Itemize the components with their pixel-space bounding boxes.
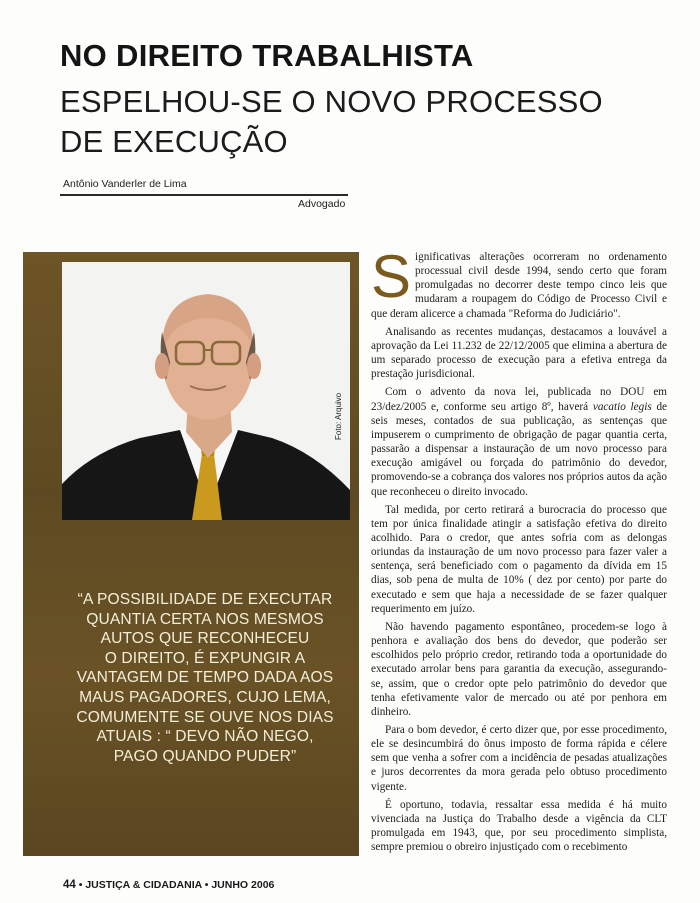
quote-line: COMUMENTE SE OUVE NOS DIAS [76, 708, 334, 726]
quote-line: AUTOS QUE RECONHECEU [100, 630, 310, 648]
quote-line: VANTAGEM DE TEMPO DADA AOS [76, 669, 334, 687]
footer-bullet: • [204, 879, 209, 891]
ear-left [155, 353, 169, 379]
quote-line: ATUAIS : “ DEVO NÃO NEGO, [96, 728, 314, 746]
latin-term: vacatio legis [592, 400, 652, 413]
article-subtitle-line1: ESPELHOU-SE O NOVO PROCESSO [60, 84, 603, 119]
author-role: Advogado [298, 198, 346, 210]
pull-quote [57, 590, 353, 766]
article-paragraph: Não havendo pagamento espontâneo, procedem-se logo à penhora e avaliação dos bens do devedor, que poderão ser escolhidos pelo próprio credor, retirando toda a oportunidade do executado arrolar bens para garantia da execução, assegurando-se, assim, que o credor opte pelo patrimônio do devedor que tenha efetivamente valor de mercado ou até por penhora em dinheiro. [371, 620, 667, 718]
article-subtitle-line2: DE EXECUÇÃO [60, 124, 288, 159]
photo-credit: Foto: Arquivo [334, 392, 343, 440]
quote-line: PAGO QUANDO PUDER” [113, 747, 297, 765]
portrait-illustration [62, 262, 350, 520]
paragraph-text: de seis meses, contados de sua publicação, as sentenças que impuserem o cumprimento de obrigação de pagar quantia certa, passarão a dispensar a instauração de um novo processo para execução amigável ou forçada do patrimônio do devedor, promovendo-se a cobrança dos valores nos próprios autos da ação que reconheceu o direito invocado. [371, 400, 667, 498]
quote-line: QUANTIA CERTA NOS MESMOS [86, 610, 324, 628]
article-paragraph [371, 385, 667, 498]
drop-cap: S [371, 243, 412, 310]
issue-date: JUNHO 2006 [211, 879, 275, 891]
quote-line: “A POSSIBILIDADE DE EXECUTAR [77, 591, 333, 608]
article-paragraph: É oportuno, todavia, ressaltar essa medida é há muito vivenciada na Justiça do Trabalho desde a vigência da CLT promulgada em 1943, que, por seu procedimento simplista, sempre premiou o obreiro injustiçado com o recebimento [371, 798, 667, 854]
magazine-name: JUSTIÇA & CIDADANIA [85, 879, 202, 891]
quote-line: MAUS PAGADORES, CUJO LEMA, [79, 688, 331, 706]
ear-right [247, 353, 261, 379]
page-footer [63, 879, 274, 891]
article-paragraph [371, 243, 667, 321]
page-number: 44 [63, 879, 76, 891]
article-paragraph: Tal medida, por certo retirará a burocracia do processo que tem por única finalidade atingir a satisfação efetiva do direito acolhido. Para o credor, que antes sofria com as delongas oriundas da instauração de um novo processo para fazer valer a sentença, será beneficiado com o pagamento da dívida em 15 dias, sob pena de multa de 10% ( dez por cento) por parte do executado e sem que haja a necessidade de se fazer qualquer requerimento em juízo. [371, 503, 667, 615]
paragraph-text: ignificativas alterações ocorreram no ordenamento processual civil desde 1994, sendo certo que foram promulgadas no decorrer deste tempo cinco leis que mudaram a roupagem do Código de Processo Civil e que deram alicerce a chamada "Reforma do Judiciário". [371, 251, 667, 320]
portrait-photo [62, 262, 350, 520]
paragraph-text: Com o advento da nova lei, publicada no DOU em 23/dez/2005 e, conforme seu artigo 8º, haverá [371, 386, 667, 413]
footer-bullet: • [78, 879, 83, 891]
author-name: Antônio Vanderler de Lima [63, 178, 187, 190]
article-title: NO DIREITO TRABALHISTA [60, 38, 474, 73]
author-divider [60, 194, 348, 196]
article-paragraph: Analisando as recentes mudanças, destacamos a louvável a aprovação da Lei 11.232 de 22/12/2005 que elimina a abertura de um separado processo de execução para a efetiva entrega da prestação jurisdicional. [371, 325, 667, 381]
article-body [371, 243, 667, 858]
article-paragraph: Para o bom devedor, é certo dizer que, por esse procedimento, ele se desincumbirá do ônus imposto de forma rápida e célere sem que venha a sofrer com a incidência de pesadas atualizações e juros decorrentes da mora gerada pelo obtuso procedimento vigente. [371, 724, 667, 793]
quote-line: O DIREITO, É EXPUNGIR A [104, 649, 306, 667]
